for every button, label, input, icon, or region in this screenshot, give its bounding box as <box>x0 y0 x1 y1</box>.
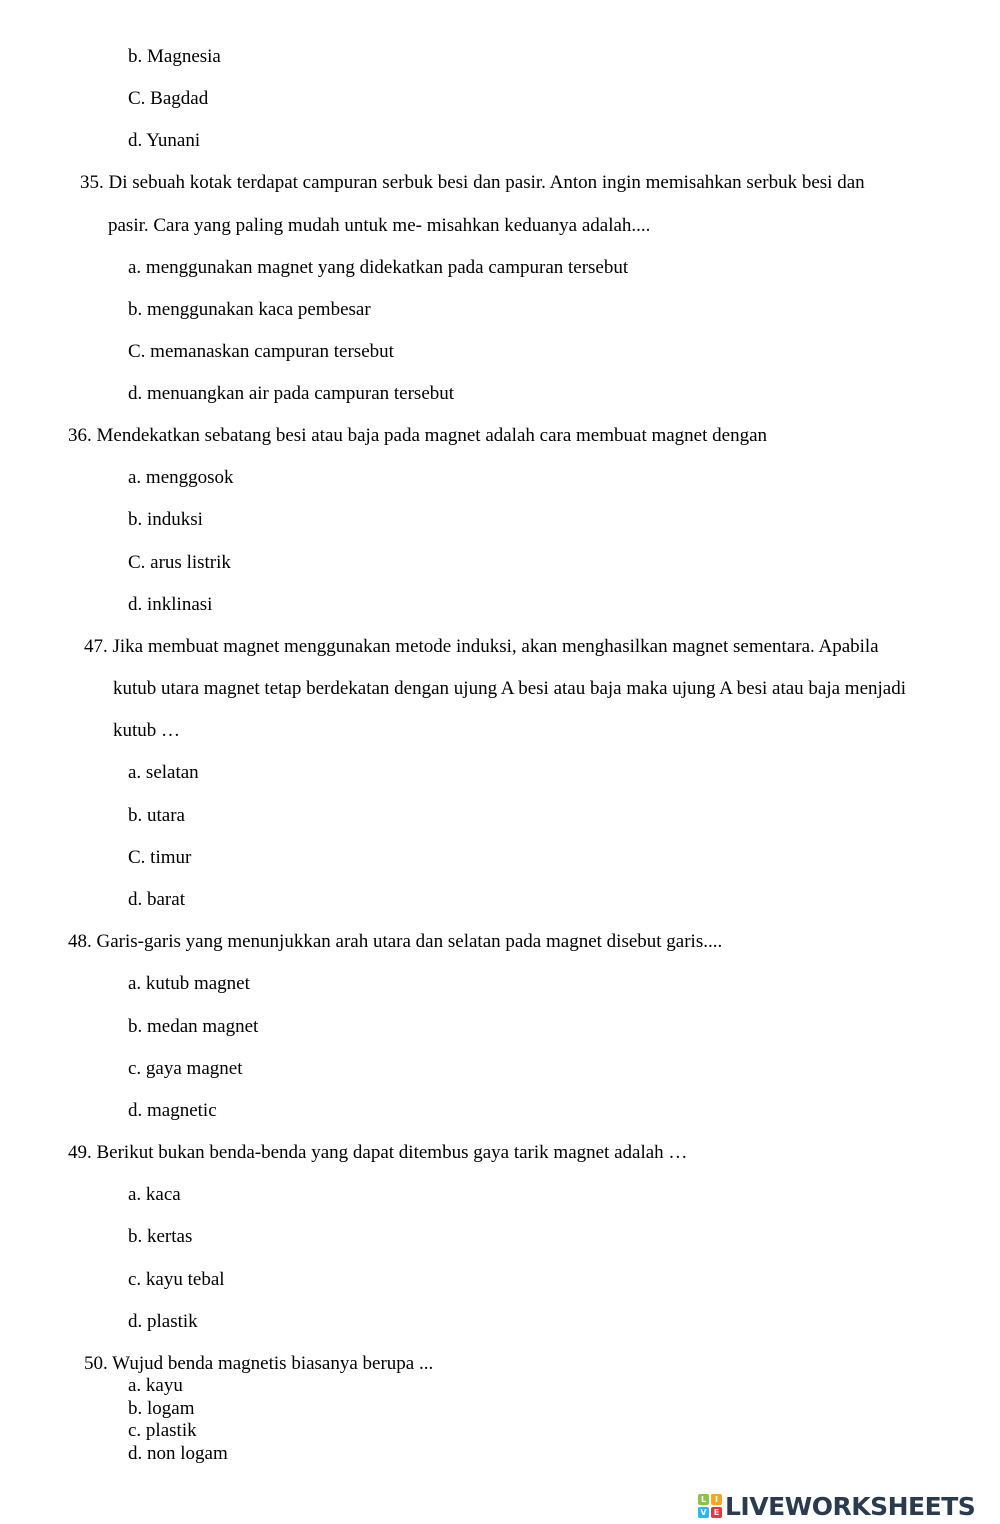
option-b-magnesia: b. Magnesia <box>128 46 221 67</box>
question-35-line-2: pasir. Cara yang paling mudah untuk me- misahkan keduanya adalah.... <box>108 215 651 236</box>
question-35-option-d: d. menuangkan air pada campuran tersebut <box>128 383 455 404</box>
liveworksheets-logo-text: LIVEWORKSHEETS <box>725 1491 976 1521</box>
question-48-option-c: c. gaya magnet <box>128 1058 243 1079</box>
question-35-option-c: C. memanaskan campuran tersebut <box>128 341 394 362</box>
question-47-option-c: C. timur <box>128 847 192 868</box>
logo-mark-letter-l: L <box>698 1494 709 1505</box>
question-49: 49. Berikut bukan benda-benda yang dapat ditembus gaya tarik magnet adalah … <box>68 1142 688 1163</box>
option-d-yunani: d. Yunani <box>128 130 201 151</box>
question-47-line-2: kutub utara magnet tetap berdekatan dengan ujung A besi atau baja maka ujung A besi atau baja menjadi <box>113 678 906 699</box>
logo-mark-letter-v: V <box>698 1507 709 1518</box>
question-47-option-a: a. selatan <box>128 762 199 783</box>
question-47-option-b: b. utara <box>128 805 185 826</box>
question-35-option-a: a. menggunakan magnet yang didekatkan pada campuran tersebut <box>128 257 629 278</box>
question-48: 48. Garis-garis yang menunjukkan arah utara dan selatan pada magnet disebut garis.... <box>68 931 723 952</box>
question-50-option-a: a. kayu <box>128 1375 183 1396</box>
question-49-option-b: b. kertas <box>128 1226 193 1247</box>
question-49-option-d: d. plastik <box>128 1311 198 1332</box>
question-47-line-3: kutub … <box>113 720 181 741</box>
question-50: 50. Wujud benda magnetis biasanya berupa ... <box>84 1353 434 1374</box>
question-36: 36. Mendekatkan sebatang besi atau baja pada magnet adalah cara membuat magnet dengan <box>68 425 768 446</box>
liveworksheets-logo <box>698 1490 975 1522</box>
question-47-option-d: d. barat <box>128 889 185 910</box>
option-c-bagdad: C. Bagdad <box>128 88 209 109</box>
question-36-option-d: d. inklinasi <box>128 594 213 615</box>
question-36-option-b: b. induksi <box>128 509 203 530</box>
question-48-option-d: d. magnetic <box>128 1100 217 1121</box>
question-50-option-b: b. logam <box>128 1398 195 1419</box>
question-36-option-a: a. menggosok <box>128 467 234 488</box>
question-48-option-a: a. kutub magnet <box>128 973 250 994</box>
question-36-option-c: C. arus listrik <box>128 552 231 573</box>
question-50-option-c: c. plastik <box>128 1420 197 1441</box>
question-49-option-c: c. kayu tebal <box>128 1269 225 1290</box>
question-47-line-1: 47. Jika membuat magnet menggunakan metode induksi, akan menghasilkan magnet sementara. Apabila <box>84 636 879 657</box>
question-50-option-d: d. non logam <box>128 1443 228 1464</box>
logo-mark-letter-i: I <box>711 1494 722 1505</box>
question-35-option-b: b. menggunakan kaca pembesar <box>128 299 371 320</box>
logo-mark-letter-e: E <box>711 1507 722 1518</box>
question-35-line-1: 35. Di sebuah kotak terdapat campuran serbuk besi dan pasir. Anton ingin memisahkan serbuk besi dan <box>80 172 865 193</box>
question-49-option-a: a. kaca <box>128 1184 181 1205</box>
question-48-option-b: b. medan magnet <box>128 1016 259 1037</box>
liveworksheets-logo-icon <box>698 1494 722 1518</box>
